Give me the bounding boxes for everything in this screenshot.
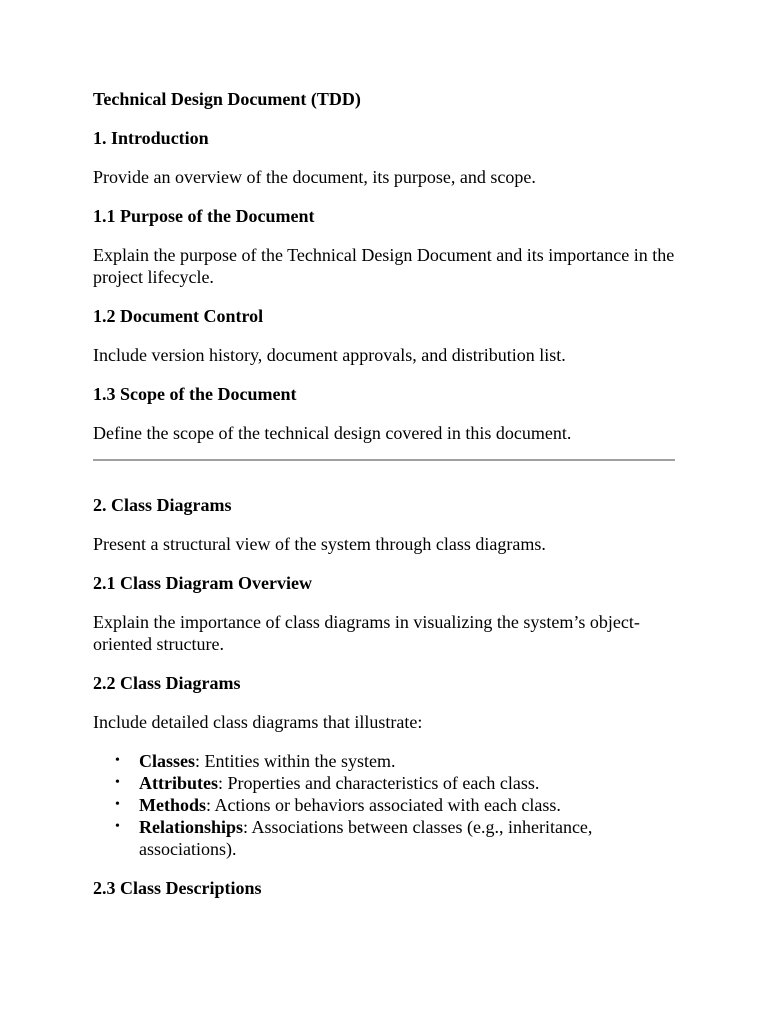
document-page bbox=[93, 88, 683, 899]
list-item-term: Methods bbox=[139, 795, 206, 815]
horizontal-divider bbox=[93, 459, 675, 461]
list-item bbox=[115, 816, 683, 860]
bullet-icon: • bbox=[115, 775, 120, 790]
section-text-scope: Define the scope of the technical design covered in this document. bbox=[93, 423, 572, 443]
list-item bbox=[115, 772, 683, 794]
section-heading-class-diagram-overview: 2.1 Class Diagram Overview bbox=[93, 573, 312, 593]
bullet-list bbox=[93, 750, 683, 860]
section-heading-introduction: 1. Introduction bbox=[93, 128, 209, 148]
list-item-term: Classes bbox=[139, 751, 196, 771]
section-heading-purpose: 1.1 Purpose of the Document bbox=[93, 206, 315, 226]
list-item-term: Attributes bbox=[139, 773, 218, 793]
section-text-document-control: Include version history, document approvals, and distribution list. bbox=[93, 345, 566, 365]
document-title: Technical Design Document (TDD) bbox=[93, 89, 361, 109]
section-heading-class-diagrams-detail: 2.2 Class Diagrams bbox=[93, 673, 241, 693]
section-text-purpose: Explain the purpose of the Technical Design Document and its importance in the project lifecycle. bbox=[93, 245, 675, 287]
list-item bbox=[115, 750, 683, 772]
list-item-desc: : Associations between classes (e.g., inheritance, associations). bbox=[139, 817, 593, 859]
section-text-class-diagram-overview: Explain the importance of class diagrams in visualizing the system’s object-oriented structure. bbox=[93, 612, 640, 654]
bullet-icon: • bbox=[115, 797, 120, 812]
section-text-class-diagrams: Present a structural view of the system through class diagrams. bbox=[93, 534, 546, 554]
section-heading-scope: 1.3 Scope of the Document bbox=[93, 384, 297, 404]
list-item-term: Relationships bbox=[139, 817, 244, 837]
section-text-introduction: Provide an overview of the document, its purpose, and scope. bbox=[93, 167, 536, 187]
bullet-icon: • bbox=[115, 753, 120, 768]
list-item bbox=[115, 794, 683, 816]
list-item-desc: : Entities within the system. bbox=[195, 751, 396, 771]
section-heading-class-diagrams: 2. Class Diagrams bbox=[93, 495, 232, 515]
section-heading-document-control: 1.2 Document Control bbox=[93, 306, 264, 326]
list-item-desc: : Actions or behaviors associated with each class. bbox=[206, 795, 561, 815]
section-text-class-diagrams-detail: Include detailed class diagrams that illustrate: bbox=[93, 712, 423, 732]
bullet-icon: • bbox=[115, 819, 120, 834]
list-item-desc: : Properties and characteristics of each class. bbox=[218, 773, 540, 793]
section-heading-class-descriptions: 2.3 Class Descriptions bbox=[93, 878, 262, 898]
